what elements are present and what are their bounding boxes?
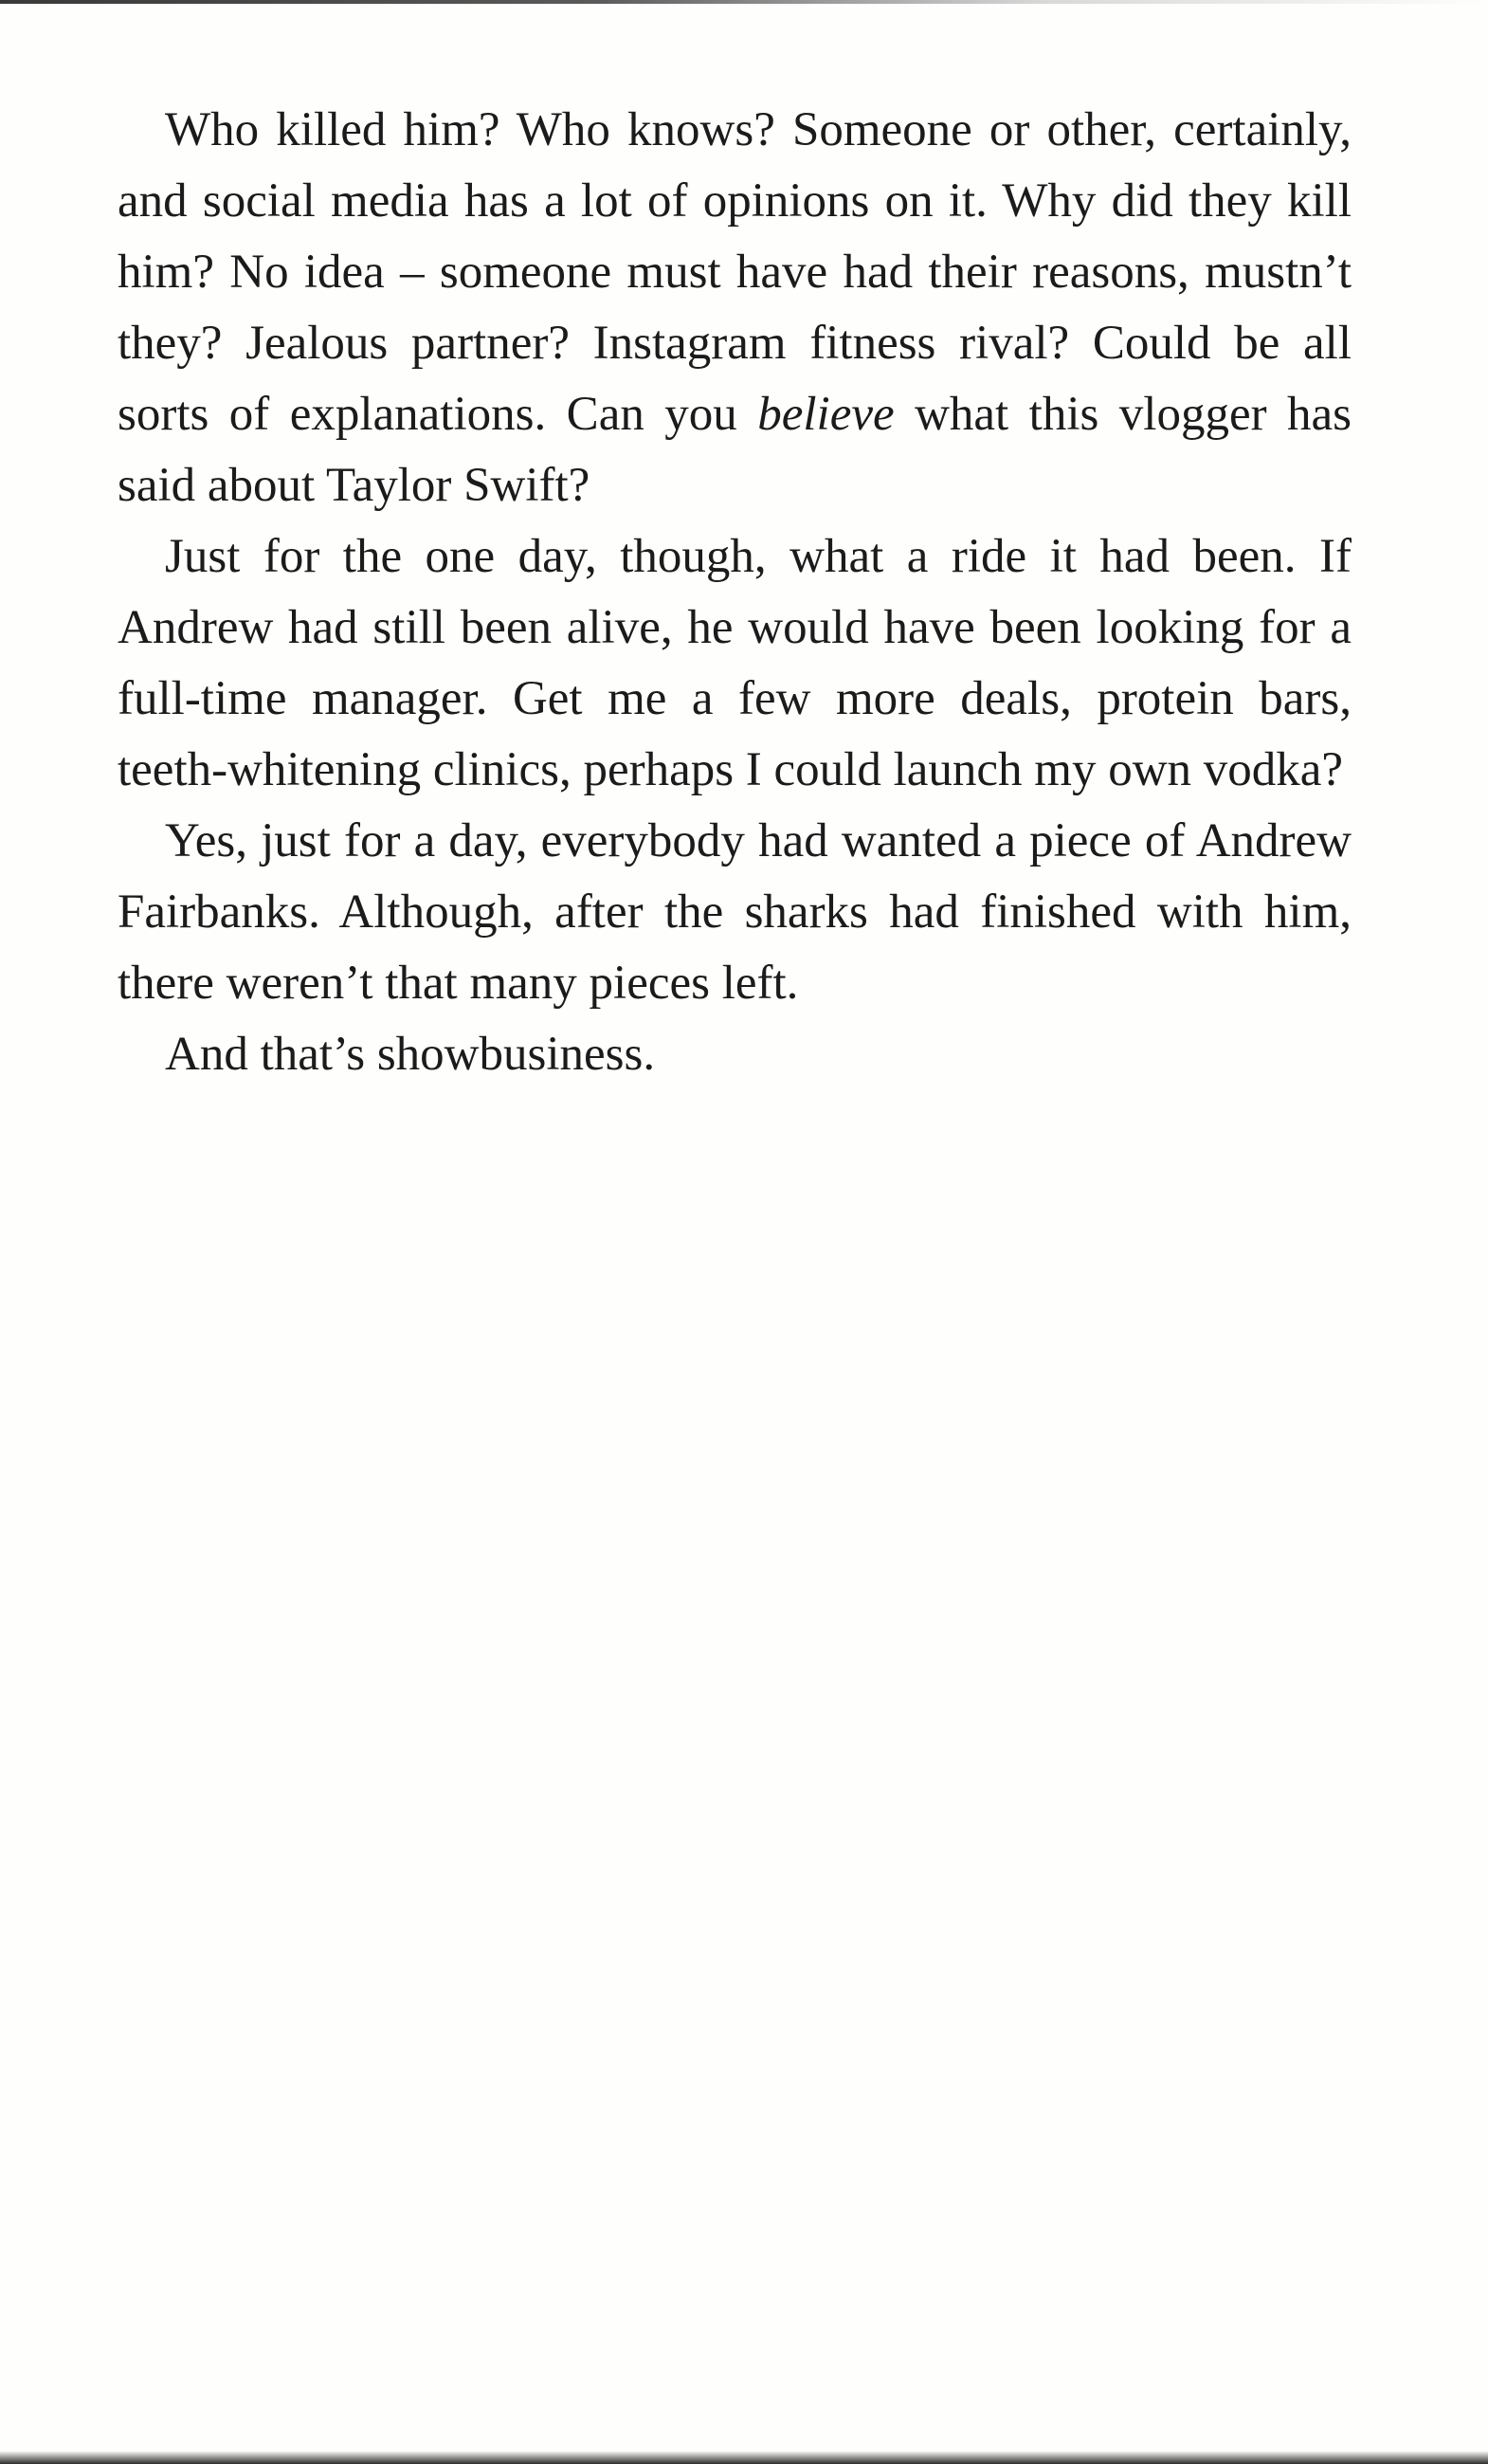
paragraph-1-emphasis: believe bbox=[757, 388, 895, 441]
paragraph-3: Yes, just for a day, everybody had wanted a piece of Andrew Fairbanks. Although, after the sharks had finished with him, there weren’t that many pieces left. bbox=[118, 814, 1352, 1010]
body-text bbox=[118, 95, 1352, 1090]
page-top-edge bbox=[0, 0, 1488, 4]
page-bottom-edge bbox=[0, 2451, 1488, 2464]
paragraph-2: Just for the one day, though, what a ride it had been. If Andrew had still been alive, he would have been looking for a full-time manager. Get me a few more deals, protein bars, teeth-whitening clinics, perhaps I could launch my own vodka? bbox=[118, 530, 1352, 796]
paragraph-4: And that’s showbusiness. bbox=[165, 1028, 656, 1081]
paragraph-1 bbox=[118, 95, 1352, 521]
paragraph-1-text-end: what this vlogger has said about Taylor Swift? bbox=[118, 388, 1352, 512]
paragraph-1-text-start: Who killed him? Who knows? Someone or other, certainly, and social media has a lot of opinions on it. Why did they kill him? No idea – someone must have had their reasons, mustn’t they? Jealous partner? Instagram fitness rival? Could be all sorts of explanations. Can you bbox=[118, 103, 1352, 441]
